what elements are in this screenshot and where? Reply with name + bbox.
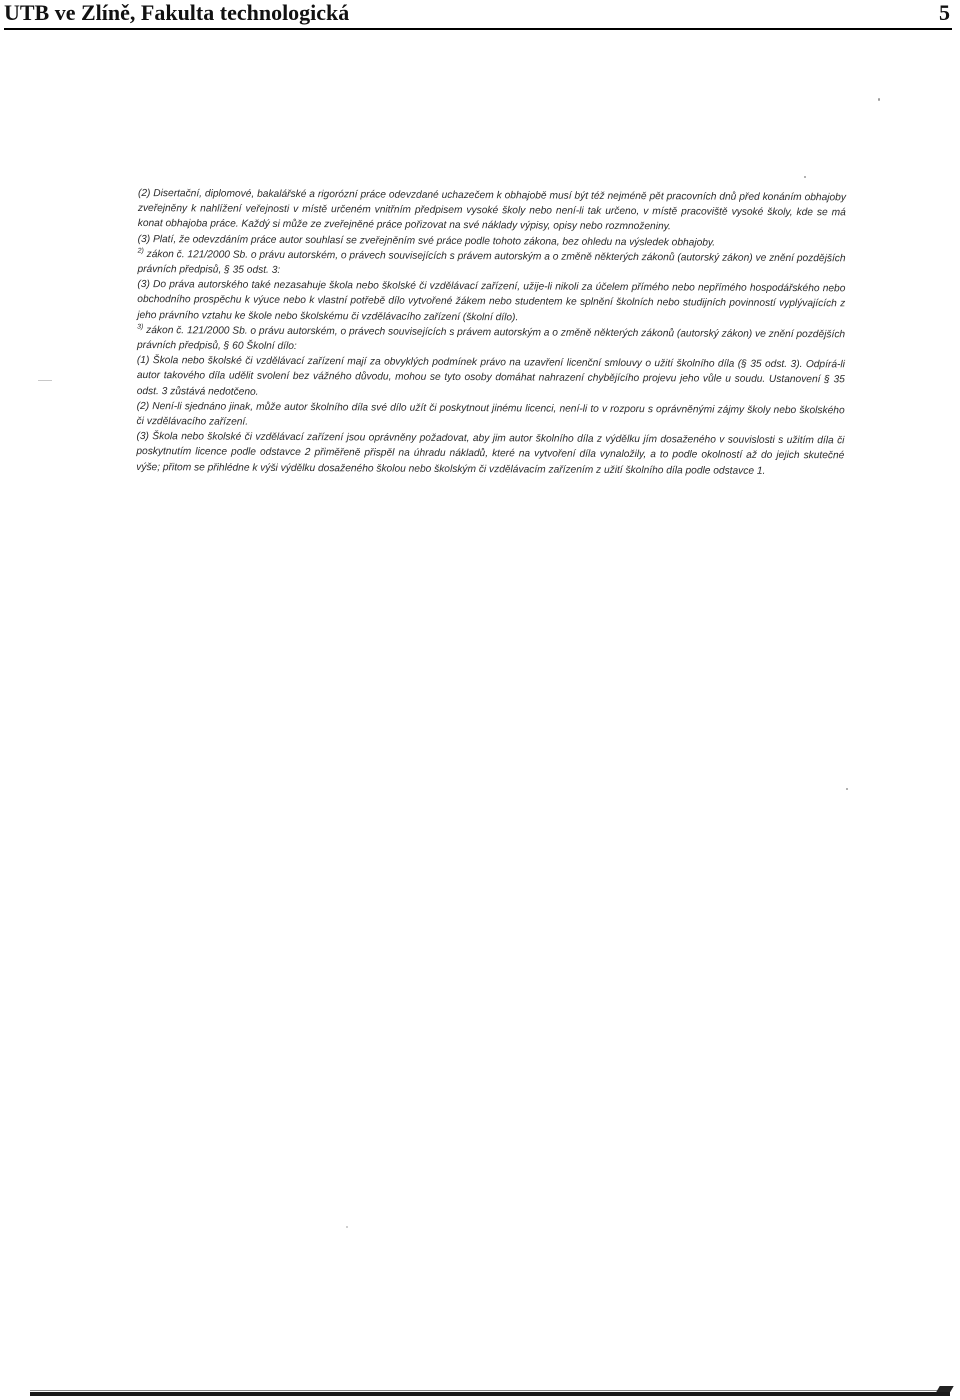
scan-speck bbox=[804, 176, 806, 178]
scan-corner-mark bbox=[936, 1386, 953, 1392]
paragraph-text: (2) Disertační, diplomové, bakalářské a rigorózní práce odevzdané uchazečem k obhajobě musí být též nejméně pět pracovních dnů před konáním obhajoby zveřejněny k nahlížení veřejnosti v místě určeném vnitřním předpisem vysoké školy nebo není-li tak určeno, v místě pracoviště vysoké školy, kde se má konat obhajoba práce. Každý si může ze zveřejněné práce pořizovat na své náklady výpisy, opisy nebo rozmnoženiny. bbox=[137, 187, 846, 233]
paragraph-text: (1) Škola nebo školské či vzdělávací zařízení mají za obvyklých podmínek právo na uzavření licenční smlouvy o užití školního díla (§ 35 odst. 3). Odpírá-li autor takového díla udělit svolení bez vážného důvodu, mohou se tyto osoby domáhat nahrazení chybějícího projevu jeho vůle u soudu. Ustanovení § 35 odst. 3 zůstává nedotčeno. bbox=[136, 355, 845, 398]
paragraph-2-author-use bbox=[137, 399, 845, 434]
scan-speck bbox=[878, 98, 880, 101]
paragraph-text: (3) Platí, že odevzdáním práce autor souhlasí se zveřejněním své práce podle tohoto zákona, bez ohledu na výsledek obhajoby. bbox=[137, 233, 716, 249]
scanned-law-text bbox=[136, 186, 846, 479]
paragraph-school-work-definition bbox=[137, 277, 845, 327]
paragraph-text: (2) Není-li sjednáno jinak, může autor školního díla své dílo užít či poskytnout jinému licenci, není-li to v rozporu s oprávněnými zájmy školy nebo školského či vzdělávacího zařízení. bbox=[136, 400, 845, 428]
paragraph-3-cost-contribution bbox=[136, 429, 844, 479]
paragraph-text: (3) Škola nebo školské či vzdělávací zařízení jsou oprávněny požadovat, aby jim autor školního díla z výdělku jím dosaženého v souvislosti s užitím díla či poskytnutím licence podle odstavce 2 přiměřeně přispěl na úhradu nákladů, které na vytvoření díla vynaložily, a to podle okolností až do jejich skutečné výše; přitom se přihlédne k výši výdělku dosaženého školou nebo školským či vzdělávacím zařízením z užití školního díla podle odstavce 1. bbox=[136, 431, 845, 477]
scan-bottom-edge-light bbox=[30, 1390, 950, 1391]
header-title: UTB ve Zlíně, Fakulta technologická bbox=[4, 0, 350, 25]
page-number: 5 bbox=[939, 0, 950, 25]
paragraph-2-publication bbox=[138, 186, 846, 236]
footnote-2-reference bbox=[137, 247, 845, 282]
scan-speck bbox=[346, 1226, 348, 1228]
paragraph-text: (3) Do práva autorského také nezasahuje škola nebo školské či vzdělávací zařízení, užije-li nikoli za účelem přímého nebo nepřímého hospodářského nebo obchodního prospěchu k výuce nebo k vlastní potřebě dílo vytvořené žákem nebo studentem ke splnění školních nebo studijních povinností vyplývajících z jeho právního vztahu ke škole nebo školskému či vzdělávacího zařízení (školní dílo). bbox=[137, 279, 846, 323]
footnote-3-reference bbox=[137, 323, 845, 358]
scan-speck bbox=[38, 380, 52, 381]
scan-bottom-edge bbox=[30, 1392, 950, 1396]
paragraph-1-license bbox=[137, 353, 845, 403]
footnote-marker: 2) bbox=[137, 247, 144, 255]
paragraph-text: zákon č. 121/2000 Sb. o právu autorském, o právech souvisejících s právem autorským a o změně některých zákonů (autorský zákon) ve znění pozdějších právních předpisů, § 60 Školní dílo: bbox=[136, 324, 846, 353]
paragraph-text: zákon č. 121/2000 Sb. o právu autorském, o právech souvisejících s právem autorským a o změně některých zákonů (autorský zákon) ve znění pozdějších právních předpisů, § 35 odst. 3: bbox=[137, 248, 846, 276]
scanned-page-image bbox=[0, 34, 960, 1400]
footnote-marker: 3) bbox=[137, 323, 144, 331]
page-header bbox=[4, 0, 952, 30]
scan-speck bbox=[846, 788, 848, 790]
